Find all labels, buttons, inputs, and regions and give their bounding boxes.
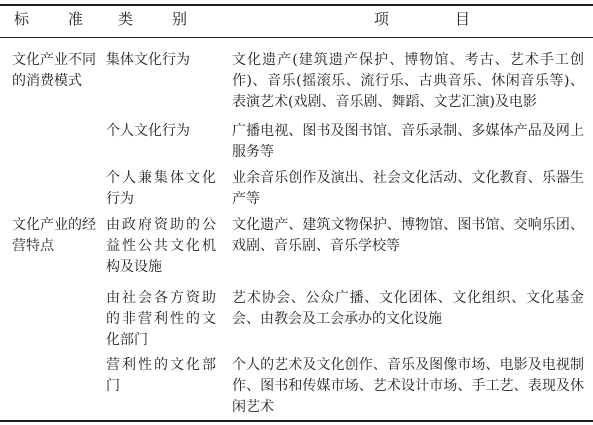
- criterion-consumption-mode: 文化产业不同的消费模式: [12, 52, 96, 89]
- category-government-funded: 由政府资助的公益性公共文化机构及设施: [106, 217, 216, 275]
- table-top-rule: [0, 4, 593, 6]
- items-collective-behavior: 文化遗产(建筑遗产保护、博物馆、考古、艺术手工创作)、音乐(摇滚乐、流行乐、古典音乐、休闲音乐等)、表演艺术(戏剧、音乐剧、舞蹈、文艺汇演)及电影: [232, 52, 584, 110]
- category-individual-collective-behavior: 个人兼集体文化行为: [106, 170, 216, 207]
- category-nonprofit-sectors: 由社会各方资助的非营利性的文化部门: [106, 290, 216, 348]
- category-for-profit-sectors: 营利性的文化部门: [106, 357, 216, 394]
- table-header-rule: [0, 37, 593, 38]
- items-nonprofit-sectors: 艺术协会、公众广播、文化团体、文化组织、文化基金会、由教会及工会承办的文化设施: [232, 290, 584, 327]
- header-category: 类 别: [118, 10, 200, 28]
- category-individual-behavior: 个人文化行为: [106, 123, 190, 139]
- header-items: 项 目: [374, 10, 483, 28]
- category-collective-behavior: 集体文化行为: [106, 52, 190, 68]
- items-government-funded: 文化遗产、建筑文物保护、博物馆、图书馆、交响乐团、戏剧、音乐剧、音乐学校等: [232, 217, 584, 254]
- table-bottom-rule: [0, 420, 593, 422]
- criterion-operation-features: 文化产业的经营特点: [12, 217, 96, 254]
- items-individual-collective-behavior: 业余音乐创作及演出、社会文化活动、文化教育、乐器生产等: [232, 170, 584, 207]
- header-standard: 标 准: [14, 10, 96, 28]
- items-individual-behavior: 广播电视、图书及图书馆、音乐录制、多媒体产品及网上服务等: [232, 123, 584, 160]
- items-for-profit-sectors: 个人的艺术及文化创作、音乐及图像市场、电影及电视制作、图书和传媒市场、艺术设计市场、手工艺、表现及休闲艺术: [232, 357, 584, 415]
